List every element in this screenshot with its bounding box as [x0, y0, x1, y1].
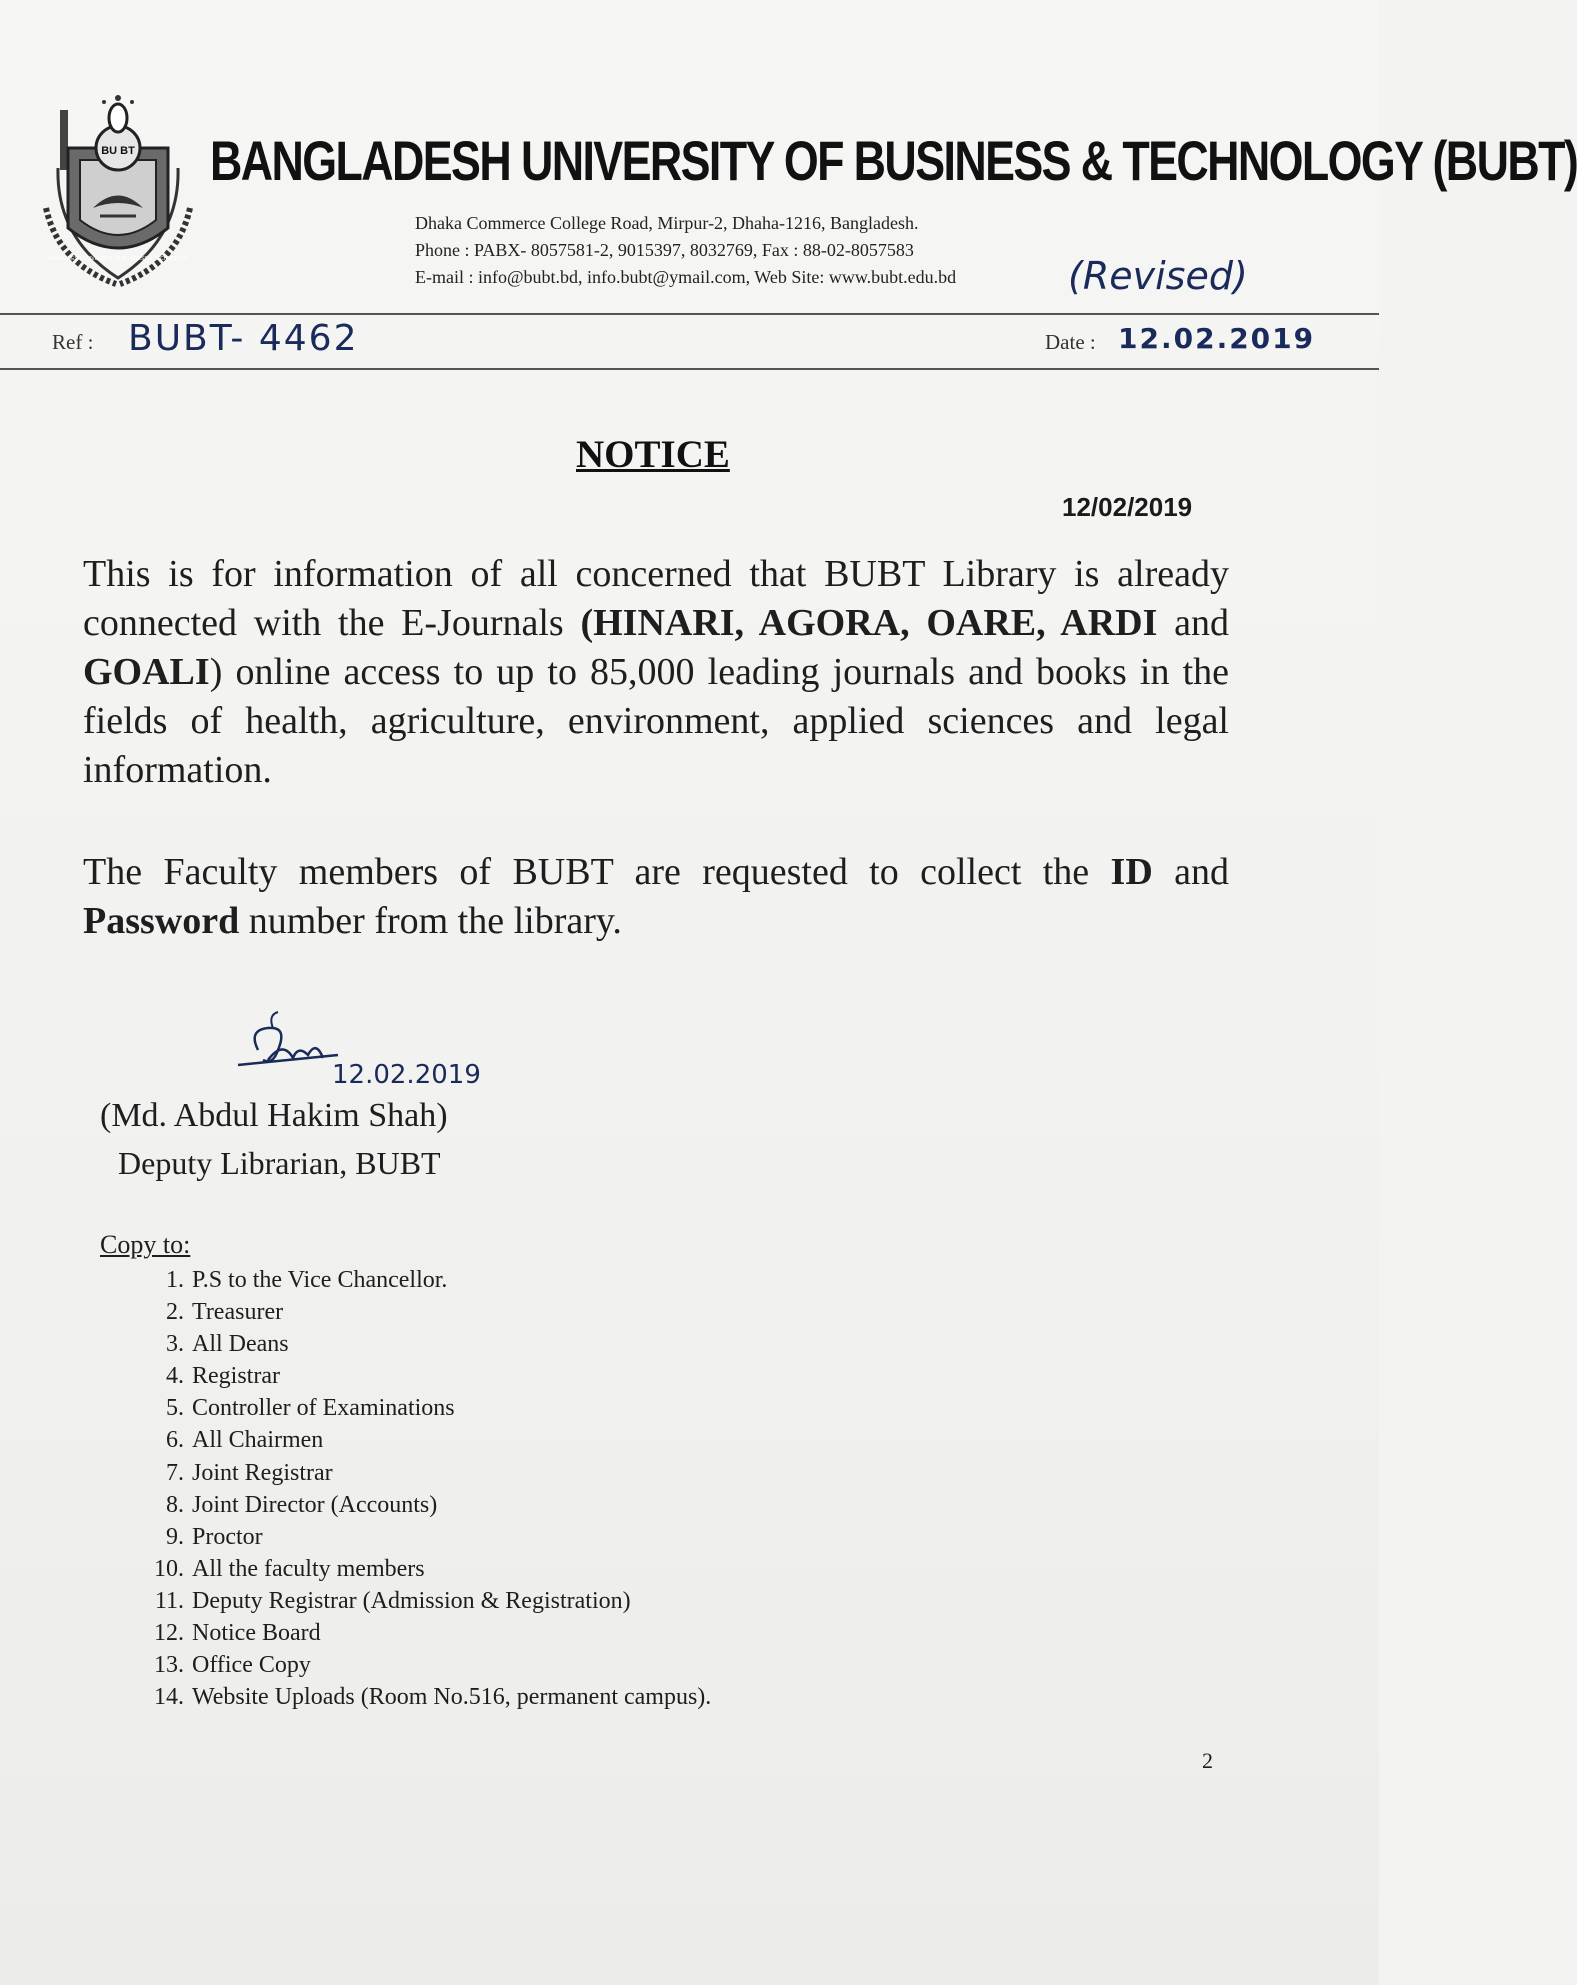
copy-to-item — [140, 1553, 711, 1585]
copy-to-item — [140, 1328, 711, 1360]
copy-to-item-text: Joint Director (Accounts) — [192, 1491, 438, 1518]
copy-to-item-number: 8. — [166, 1491, 184, 1518]
notice-paragraph-1: This is for information of all concerned that BUBT Library is already connected with the E-Journals (HINARI, AGORA, OARE, ARDI and GOALI) online access to up to 85,000 leading journals and books in the fields of health, agriculture, environment, applied sciences and legal information. — [83, 553, 1229, 791]
ref-number: BUBT- 4462 — [128, 318, 359, 359]
copy-to-item-number: 14. — [154, 1684, 184, 1711]
copy-to-heading: Copy to: — [100, 1230, 191, 1259]
signatory-title: Deputy Librarian, BUBT — [118, 1145, 441, 1181]
notice-title: NOTICE — [576, 433, 730, 476]
copy-to-item — [140, 1264, 711, 1296]
logo-initials: BU BT — [101, 145, 135, 157]
page-number: 2 — [1202, 1748, 1213, 1773]
copy-to-item — [140, 1424, 711, 1456]
copy-to-item-number: 1. — [166, 1267, 184, 1293]
date-label: Date : — [1045, 330, 1096, 354]
copy-to-item — [140, 1681, 711, 1713]
notice-date: 12/02/2019 — [1062, 492, 1193, 522]
copy-to-item-number: 11. — [154, 1587, 184, 1614]
copy-to-item-text: Registrar — [192, 1363, 280, 1390]
copy-to-item-text: Website Uploads (Room No.516, permanent campus). — [192, 1684, 712, 1711]
phone-line: Phone : PABX- 8057581-2, 9015397, 8032769, Fax : 88-02-8057583 — [415, 240, 914, 260]
copy-to-item — [140, 1296, 711, 1328]
ref-label: Ref : — [52, 330, 94, 354]
revised-note: (Revised) — [1068, 254, 1248, 298]
header-rule-bottom — [0, 368, 1379, 370]
signatory-name: (Md. Abdul Hakim Shah) — [100, 1097, 448, 1134]
copy-to-list — [140, 1264, 711, 1713]
university-name: BANGLADESH UNIVERSITY OF BUSINESS & TECHNOLOGY (BUBT) — [210, 129, 1577, 192]
copy-to-item — [140, 1489, 711, 1521]
copy-to-item-text: All Deans — [192, 1331, 289, 1358]
notice-paragraph-2: The Faculty members of BUBT are requested to collect the ID and Password number from the library. — [83, 851, 1229, 942]
logo-ring-text: BANGLADESH UNIVERSITY OF BUSINESS & TECHNOLOGY — [47, 256, 189, 262]
header-date: 12.02.2019 — [1118, 322, 1316, 355]
copy-to-item — [140, 1392, 711, 1424]
email-line: E-mail : info@bubt.bd, info.bubt@ymail.com, Web Site: www.bubt.edu.bd — [415, 267, 957, 287]
copy-to-item-text: Notice Board — [192, 1620, 321, 1647]
copy-to-item-number: 13. — [154, 1652, 184, 1679]
university-logo — [38, 88, 198, 288]
copy-to-item-text: All the faculty members — [192, 1555, 425, 1582]
copy-to-item-text: Controller of Examinations — [192, 1395, 455, 1422]
copy-to-item — [140, 1360, 711, 1392]
copy-to-item-number: 7. — [166, 1459, 184, 1486]
copy-to-item-text: Joint Registrar — [192, 1459, 333, 1486]
copy-to-item — [140, 1649, 711, 1681]
copy-to-item-text: All Chairmen — [192, 1427, 324, 1454]
copy-to-item-text: Deputy Registrar (Admission & Registration) — [192, 1587, 631, 1614]
copy-to-item-text: Proctor — [192, 1523, 263, 1550]
copy-to-item — [140, 1457, 711, 1489]
copy-to-item-number: 2. — [166, 1299, 184, 1326]
copy-to-item — [140, 1617, 711, 1649]
signature-date: 12.02.2019 — [332, 1060, 481, 1090]
copy-to-item-number: 5. — [166, 1395, 184, 1422]
copy-to-item-number: 10. — [154, 1555, 184, 1582]
copy-to-item-number: 9. — [166, 1523, 184, 1550]
copy-to-item-number: 12. — [154, 1620, 184, 1647]
copy-to-item-number: 4. — [166, 1363, 184, 1390]
copy-to-item-text: Treasurer — [192, 1299, 284, 1326]
copy-to-item-text: Office Copy — [192, 1652, 311, 1679]
copy-to-item-text: P.S to the Vice Chancellor. — [192, 1267, 448, 1293]
address-line: Dhaka Commerce College Road, Mirpur-2, Dhaha-1216, Bangladesh. — [415, 213, 919, 233]
header-rule-top — [0, 313, 1379, 315]
copy-to-item-number: 3. — [166, 1331, 184, 1358]
copy-to-item-number: 6. — [166, 1427, 184, 1454]
copy-to-item — [140, 1521, 711, 1553]
copy-to-item — [140, 1585, 711, 1617]
